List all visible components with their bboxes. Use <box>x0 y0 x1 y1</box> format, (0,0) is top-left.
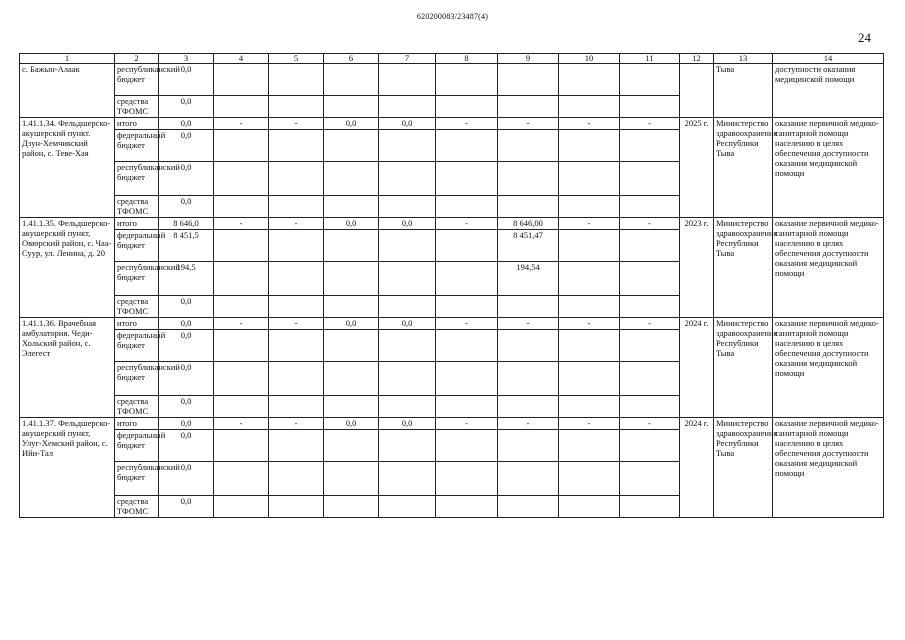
value-cell <box>498 96 559 118</box>
object-name-cell: 1.41.1.37. Фельдшерско-акушерский пункт, Улуг-Хемский район, с. Ийи-Тал <box>20 418 115 518</box>
value-cell: - <box>269 218 324 230</box>
value-cell <box>214 462 269 496</box>
source-cell: средства ТФОМС <box>115 96 159 118</box>
value-cell: 0,0 <box>159 96 214 118</box>
value-cell <box>498 362 559 396</box>
source-cell: итого <box>115 218 159 230</box>
value-cell <box>559 462 620 496</box>
source-cell: средства ТФОМС <box>115 396 159 418</box>
value-cell <box>214 230 269 262</box>
value-cell <box>620 64 680 96</box>
value-cell: - <box>559 318 620 330</box>
source-cell: средства ТФОМС <box>115 296 159 318</box>
value-cell <box>269 430 324 462</box>
value-cell <box>559 396 620 418</box>
value-cell <box>498 162 559 196</box>
value-cell: - <box>436 318 498 330</box>
value-cell <box>436 330 498 362</box>
executor-cell: Министерство здравоохранения Республики Тыва <box>714 318 773 418</box>
value-cell <box>436 196 498 218</box>
value-cell: - <box>620 418 680 430</box>
value-cell: - <box>498 318 559 330</box>
value-cell <box>379 296 436 318</box>
value-cell <box>379 362 436 396</box>
value-cell: 8 451,47 <box>498 230 559 262</box>
purpose-cell: оказание первичной медико-санитарной помощи населению в целях обеспечения доступности оказания медицинской помощи <box>773 118 884 218</box>
value-cell: - <box>214 318 269 330</box>
value-cell <box>498 430 559 462</box>
value-cell: - <box>436 418 498 430</box>
value-cell <box>269 362 324 396</box>
value-cell <box>436 362 498 396</box>
value-cell: - <box>620 218 680 230</box>
value-cell: - <box>214 218 269 230</box>
header-cell: 12 <box>680 54 714 64</box>
value-cell <box>620 196 680 218</box>
value-cell <box>498 64 559 96</box>
purpose-cell: оказание первичной медико-санитарной помощи населению в целях обеспечения доступности оказания медицинской помощи <box>773 218 884 318</box>
value-cell <box>436 496 498 518</box>
header-cell: 4 <box>214 54 269 64</box>
value-cell: - <box>269 418 324 430</box>
value-cell <box>436 262 498 296</box>
object-name-cell: 1.41.1.34. Фельдшерско-акушерский пункт. Дзун-Хемчикский район, с. Теве-Хая <box>20 118 115 218</box>
document-id: 620200083/23487(4) <box>416 12 489 21</box>
value-cell <box>559 130 620 162</box>
value-cell <box>214 296 269 318</box>
value-cell <box>214 496 269 518</box>
value-cell <box>620 230 680 262</box>
header-cell: 8 <box>436 54 498 64</box>
executor-cell: Тыва <box>714 64 773 118</box>
value-cell: 0,0 <box>159 318 214 330</box>
source-cell: федеральный бюджет <box>115 130 159 162</box>
object-name-cell: 1.41.1.35. Фельдшерско-акушерский пункт, Овюрский район, с. Чаа-Суур, ул. Ленина, д. 20 <box>20 218 115 318</box>
value-cell <box>559 96 620 118</box>
value-cell <box>214 330 269 362</box>
value-cell <box>620 330 680 362</box>
header-cell: 6 <box>324 54 379 64</box>
value-cell <box>559 496 620 518</box>
value-cell <box>559 296 620 318</box>
source-cell: итого <box>115 318 159 330</box>
source-cell: итого <box>115 118 159 130</box>
value-cell <box>269 330 324 362</box>
value-cell <box>559 262 620 296</box>
header-cell: 14 <box>773 54 884 64</box>
value-cell <box>379 262 436 296</box>
source-cell: республиканский бюджет <box>115 462 159 496</box>
value-cell: 0,0 <box>379 418 436 430</box>
value-cell <box>379 162 436 196</box>
value-cell <box>379 230 436 262</box>
value-cell: - <box>620 318 680 330</box>
value-cell: 0,0 <box>159 330 214 362</box>
value-cell: - <box>269 118 324 130</box>
value-cell <box>324 162 379 196</box>
header-row <box>20 54 884 64</box>
value-cell <box>498 130 559 162</box>
value-cell <box>559 196 620 218</box>
page-number: 24 <box>858 30 871 45</box>
executor-cell: Министерство здравоохранения Республики Тыва <box>714 218 773 318</box>
value-cell: 0,0 <box>324 318 379 330</box>
source-cell: республиканский бюджет <box>115 64 159 96</box>
value-cell <box>436 230 498 262</box>
value-cell <box>214 162 269 196</box>
header-cell: 10 <box>559 54 620 64</box>
value-cell <box>436 430 498 462</box>
header-cell: 7 <box>379 54 436 64</box>
table-row <box>20 118 884 130</box>
value-cell <box>436 96 498 118</box>
value-cell: 0,0 <box>159 418 214 430</box>
value-cell: - <box>214 118 269 130</box>
value-cell <box>620 96 680 118</box>
source-cell: средства ТФОМС <box>115 496 159 518</box>
value-cell: - <box>559 218 620 230</box>
value-cell: 8 646,00 <box>498 218 559 230</box>
value-cell <box>379 64 436 96</box>
value-cell: 0,0 <box>159 462 214 496</box>
value-cell <box>269 296 324 318</box>
value-cell <box>620 296 680 318</box>
value-cell <box>379 96 436 118</box>
value-cell <box>214 262 269 296</box>
year-cell <box>680 64 714 118</box>
table-row <box>20 418 884 430</box>
value-cell <box>269 230 324 262</box>
value-cell <box>379 330 436 362</box>
header-cell: 5 <box>269 54 324 64</box>
value-cell: 0,0 <box>159 162 214 196</box>
header-cell: 3 <box>159 54 214 64</box>
value-cell <box>436 296 498 318</box>
value-cell <box>498 196 559 218</box>
source-cell: республиканский бюджет <box>115 362 159 396</box>
value-cell <box>324 396 379 418</box>
value-cell <box>498 396 559 418</box>
value-cell: 0,0 <box>159 496 214 518</box>
value-cell <box>379 430 436 462</box>
value-cell <box>379 130 436 162</box>
value-cell <box>269 462 324 496</box>
value-cell <box>498 296 559 318</box>
value-cell <box>436 396 498 418</box>
budget-table <box>19 53 884 518</box>
year-cell: 2024 г. <box>680 418 714 518</box>
value-cell <box>269 162 324 196</box>
purpose-cell: оказание первичной медико-санитарной помощи населению в целях обеспечения доступности оказания медицинской помощи <box>773 318 884 418</box>
value-cell: 194,54 <box>498 262 559 296</box>
value-cell <box>269 196 324 218</box>
header-cell: 2 <box>115 54 159 64</box>
value-cell <box>436 462 498 496</box>
executor-cell: Министерство здравоохранения Республики Тыва <box>714 418 773 518</box>
header-cell: 13 <box>714 54 773 64</box>
value-cell <box>436 64 498 96</box>
value-cell <box>436 162 498 196</box>
object-name-cell: 1.41.1.36. Врачебная амбулатория. Чеди-Хольский район, с. Элегест <box>20 318 115 418</box>
value-cell: - <box>559 418 620 430</box>
value-cell: - <box>269 318 324 330</box>
value-cell <box>324 96 379 118</box>
value-cell <box>379 396 436 418</box>
value-cell <box>324 362 379 396</box>
header-cell: 11 <box>620 54 680 64</box>
value-cell: 0,0 <box>159 64 214 96</box>
value-cell <box>324 496 379 518</box>
value-cell <box>324 296 379 318</box>
value-cell: 0,0 <box>324 218 379 230</box>
value-cell <box>269 496 324 518</box>
value-cell: 0,0 <box>379 218 436 230</box>
value-cell <box>559 362 620 396</box>
value-cell: - <box>214 418 269 430</box>
value-cell <box>620 496 680 518</box>
table-row <box>20 318 884 330</box>
value-cell <box>324 196 379 218</box>
value-cell <box>324 64 379 96</box>
value-cell <box>620 362 680 396</box>
value-cell: 0,0 <box>159 396 214 418</box>
value-cell <box>214 196 269 218</box>
source-cell: федеральный бюджет <box>115 430 159 462</box>
value-cell: - <box>498 118 559 130</box>
value-cell <box>436 130 498 162</box>
year-cell: 2023 г. <box>680 218 714 318</box>
value-cell: - <box>436 218 498 230</box>
value-cell <box>214 362 269 396</box>
source-cell: республиканский бюджет <box>115 262 159 296</box>
value-cell <box>214 396 269 418</box>
value-cell <box>379 196 436 218</box>
value-cell: 0,0 <box>379 118 436 130</box>
value-cell <box>269 130 324 162</box>
value-cell <box>559 430 620 462</box>
value-cell: 0,0 <box>159 130 214 162</box>
value-cell: 0,0 <box>379 318 436 330</box>
value-cell: 0,0 <box>159 196 214 218</box>
purpose-cell: доступности оказания медицинской помощи <box>773 64 884 118</box>
value-cell: - <box>436 118 498 130</box>
value-cell <box>559 162 620 196</box>
value-cell <box>214 96 269 118</box>
value-cell <box>324 230 379 262</box>
header-cell: 1 <box>20 54 115 64</box>
value-cell: 0,0 <box>324 118 379 130</box>
value-cell <box>620 430 680 462</box>
value-cell <box>620 462 680 496</box>
value-cell <box>214 64 269 96</box>
value-cell <box>269 396 324 418</box>
value-cell <box>324 462 379 496</box>
value-cell <box>324 130 379 162</box>
value-cell <box>620 396 680 418</box>
source-cell: итого <box>115 418 159 430</box>
value-cell <box>620 262 680 296</box>
table-row <box>20 64 884 96</box>
source-cell: средства ТФОМС <box>115 196 159 218</box>
value-cell <box>498 462 559 496</box>
value-cell <box>214 430 269 462</box>
value-cell <box>498 496 559 518</box>
value-cell <box>269 262 324 296</box>
value-cell <box>324 430 379 462</box>
value-cell: 0,0 <box>324 418 379 430</box>
value-cell <box>498 330 559 362</box>
value-cell: 0,0 <box>159 362 214 396</box>
source-cell: республиканский бюджет <box>115 162 159 196</box>
source-cell: федеральный бюджет <box>115 330 159 362</box>
value-cell <box>324 330 379 362</box>
value-cell <box>214 130 269 162</box>
value-cell <box>379 496 436 518</box>
object-name-cell: с. Бажын-Алаак <box>20 64 115 118</box>
value-cell <box>559 64 620 96</box>
value-cell: 0,0 <box>159 430 214 462</box>
source-cell: федеральный бюджет <box>115 230 159 262</box>
value-cell: 0,0 <box>159 118 214 130</box>
value-cell: 194,5 <box>159 262 214 296</box>
value-cell: 8 646,0 <box>159 218 214 230</box>
value-cell: - <box>620 118 680 130</box>
value-cell <box>620 162 680 196</box>
value-cell <box>269 64 324 96</box>
value-cell: 8 451,5 <box>159 230 214 262</box>
year-cell: 2025 г. <box>680 118 714 218</box>
year-cell: 2024 г. <box>680 318 714 418</box>
value-cell <box>559 230 620 262</box>
executor-cell: Министерство здравоохранения Республики Тыва <box>714 118 773 218</box>
header-cell: 9 <box>498 54 559 64</box>
value-cell <box>269 96 324 118</box>
value-cell <box>559 330 620 362</box>
value-cell: - <box>559 118 620 130</box>
value-cell <box>379 462 436 496</box>
value-cell <box>324 262 379 296</box>
table-row <box>20 218 884 230</box>
value-cell: - <box>498 418 559 430</box>
value-cell: 0,0 <box>159 296 214 318</box>
purpose-cell: оказание первичной медико-санитарной помощи населению в целях обеспечения доступности оказания медицинской помощи <box>773 418 884 518</box>
value-cell <box>620 130 680 162</box>
